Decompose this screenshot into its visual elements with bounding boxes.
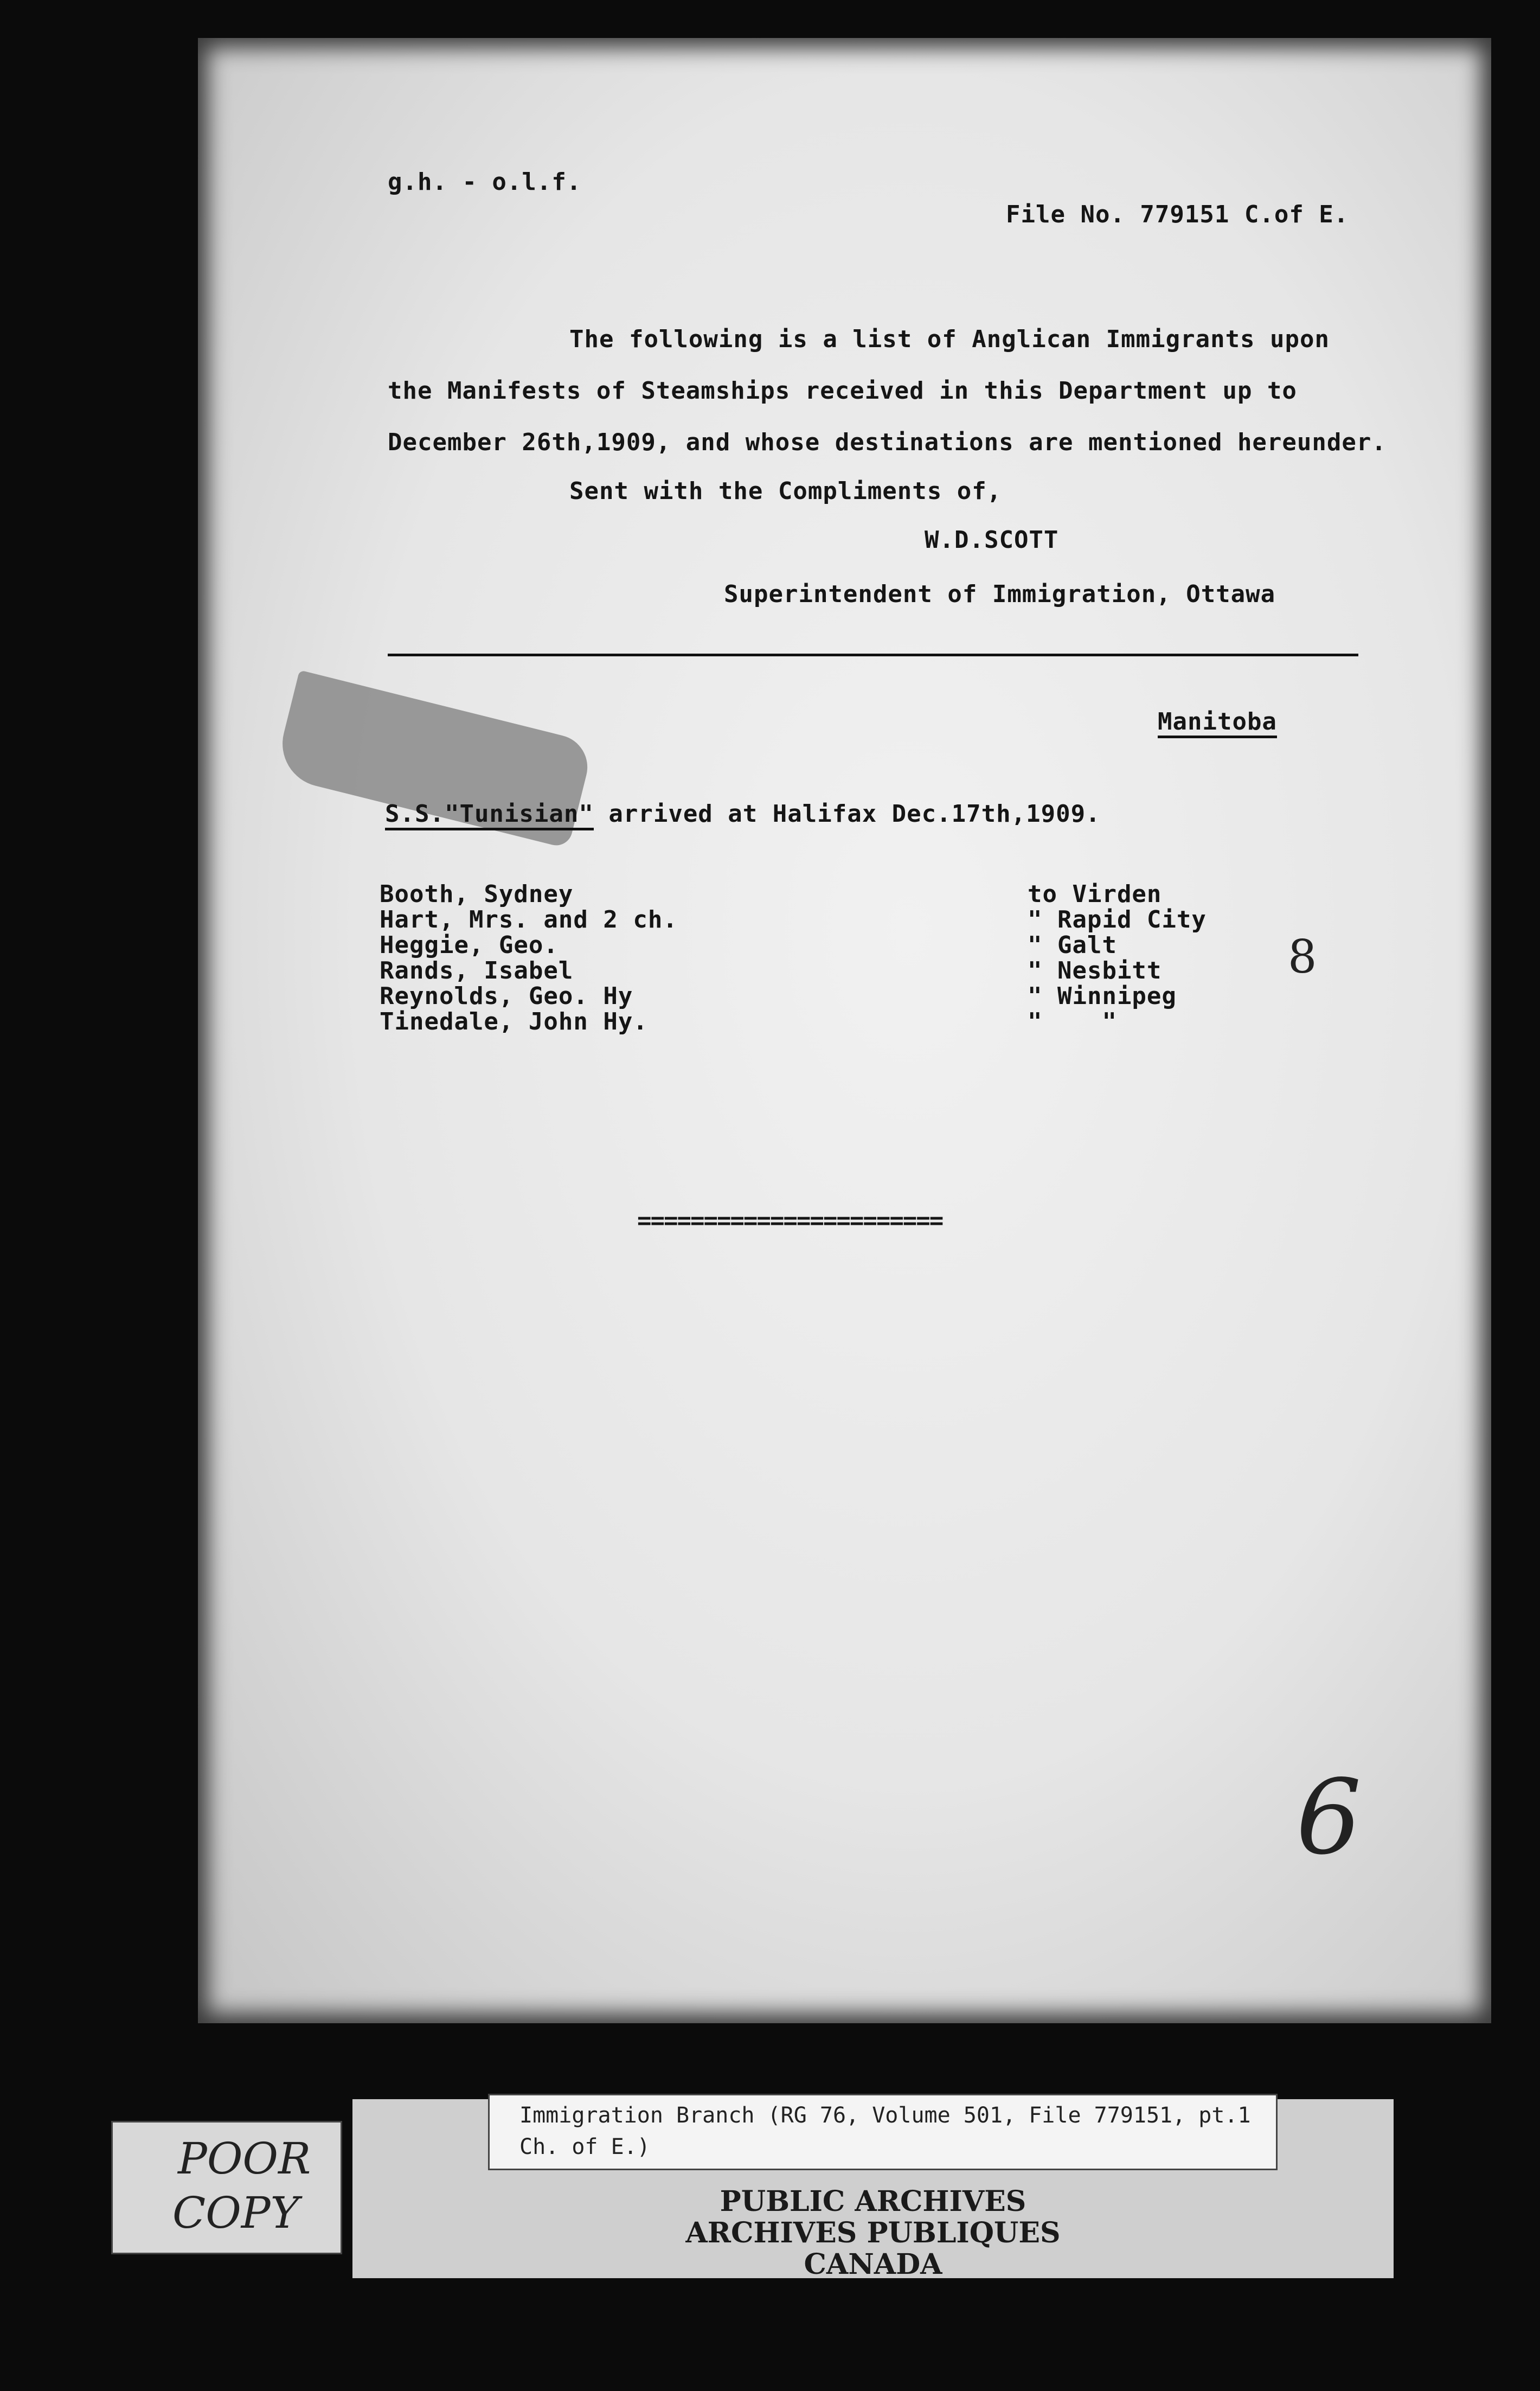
destination: " " [1028,1008,1117,1035]
destination: " Rapid City [1028,906,1207,934]
handwritten-margin-note: 8 [1288,930,1317,983]
destinations-list [1028,881,1299,1034]
intro-line-2: the Manifests of Steamships received in this Department up to [388,377,1297,405]
poor-copy-line-2: COPY [172,2188,299,2238]
immigrant-name: Tinedale, John Hy. [380,1008,648,1035]
archives-stamp [640,2186,1106,2280]
intro-line-3: December 26th,1909, and whose destinations are mentioned hereunder. [388,429,1387,456]
immigrant-name: Rands, Isabel [380,957,574,984]
immigrant-names-list [380,881,705,1034]
destination: " Galt [1028,931,1117,959]
ship-heading [385,800,1101,828]
citation-label [488,2094,1278,2170]
destination: " Nesbitt [1028,957,1162,984]
handwritten-page-number: 6 [1296,1757,1362,1877]
stamp-line-2: ARCHIVES PUBLIQUES [685,2216,1061,2249]
intro-line-1: The following is a list of Anglican Immigrants upon [569,325,1330,353]
poor-copy-line-1: POOR [178,2133,311,2184]
immigrant-name: Hart, Mrs. and 2 ch. [380,906,678,934]
immigrant-name: Heggie, Geo. [380,931,559,959]
reference-initials: g.h. - o.l.f. [388,168,582,196]
compliments-line: Sent with the Compliments of, [569,477,1002,505]
horizontal-rule [388,654,1358,656]
signatory-name: W.D.SCOTT [925,526,1059,554]
file-number: File No. 779151 C.of E. [1006,201,1349,228]
stamp-line-1: PUBLIC ARCHIVES [720,2185,1026,2218]
immigrant-name: Booth, Sydney [380,880,574,908]
ship-arrival: arrived at Halifax Dec.17th,1909. [593,800,1101,828]
citation-line-1: Immigration Branch (RG 76, Volume 501, File 779151, pt.1 [519,2103,1251,2128]
citation-line-2: Ch. of E.) [519,2134,650,2159]
separator-line: ======================= [637,1207,943,1235]
poor-copy-tag [111,2121,342,2254]
destination: to Virden [1028,880,1162,908]
destination: " Winnipeg [1028,982,1177,1010]
province-heading: Manitoba [1158,708,1277,738]
signatory-title: Superintendent of Immigration, Ottawa [724,580,1276,608]
immigrant-name: Reynolds, Geo. Hy [380,982,633,1010]
stamp-line-3: CANADA [804,2248,942,2281]
ship-name: S.S."Tunisian" [385,800,594,830]
